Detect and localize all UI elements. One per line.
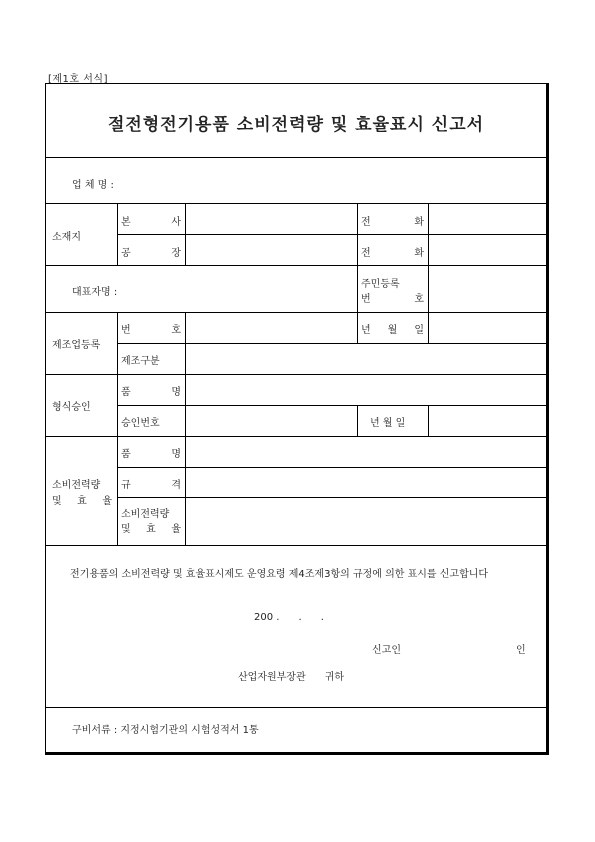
divider <box>117 312 118 374</box>
registration-date-label: 년 월 일 <box>361 325 424 336</box>
head-office-phone-label: 전 화 <box>361 217 424 228</box>
divider <box>357 312 358 343</box>
approval-date-label: 년 월 일 <box>370 418 406 429</box>
required-documents: 구비서류 : 지정시험기관의 시험성적서 1통 <box>72 725 259 736</box>
power-efficiency-label-2: 및 효 율 <box>52 496 112 507</box>
divider <box>46 203 546 204</box>
head-office-label: 본 사 <box>121 217 181 228</box>
type-approval-label: 형식승인 <box>52 402 91 413</box>
divider <box>185 312 186 545</box>
divider <box>117 497 546 498</box>
divider <box>117 234 546 235</box>
divider <box>46 265 546 266</box>
factory-label: 공 장 <box>121 248 181 259</box>
divider <box>46 312 546 313</box>
divider <box>117 343 546 344</box>
declarant-label: 신고인 <box>372 645 401 656</box>
addressee: 산업자원부장관 귀하 <box>238 672 345 683</box>
representative-label: 대표자명 : <box>72 287 118 298</box>
power-efficiency-value-label-2: 및 효 율 <box>121 524 181 535</box>
approval-item-name-label: 품 명 <box>121 387 181 398</box>
divider <box>117 374 118 545</box>
divider <box>46 374 546 375</box>
factory-phone-label: 전 화 <box>361 248 424 259</box>
power-efficiency-label: 소비전력량 <box>52 480 101 491</box>
location-label: 소재지 <box>52 232 81 243</box>
divider <box>117 203 118 265</box>
divider <box>117 405 546 406</box>
registration-number-label: 번 호 <box>121 325 181 336</box>
divider <box>428 405 429 436</box>
form-title: 절전형전기용품 소비전력량 및 효율표시 신고서 <box>107 115 485 135</box>
seal-mark: 인 <box>516 645 526 656</box>
divider <box>357 203 358 312</box>
declaration-text: 전기용품의 소비전력량 및 효율표시제도 운영요령 제4조제3항의 규정에 의한 표시를 신고합니다 <box>70 569 489 580</box>
approval-number-label: 승인번호 <box>121 418 160 429</box>
power-efficiency-value-label: 소비전력량 <box>121 509 170 520</box>
divider <box>117 467 546 468</box>
product-item-name-label: 품 명 <box>121 449 181 460</box>
divider <box>46 707 546 708</box>
declaration-form <box>45 83 549 755</box>
divider <box>357 405 358 436</box>
company-name-label: 업 체 명 : <box>72 180 114 191</box>
divider <box>46 157 546 158</box>
form-number: [제1호 서식] <box>48 74 108 85</box>
divider <box>428 203 429 343</box>
resident-number-label: 주민등록 <box>361 279 400 290</box>
divider <box>46 436 546 437</box>
manufacturing-registration-label: 제조업등록 <box>52 340 101 351</box>
divider <box>185 203 186 265</box>
spec-label: 규 격 <box>121 480 181 491</box>
divider <box>46 545 546 546</box>
manufacturing-category-label: 제조구분 <box>121 356 160 367</box>
declaration-date: 200 . . . <box>254 612 324 623</box>
resident-number-label-2: 번 호 <box>361 294 424 305</box>
